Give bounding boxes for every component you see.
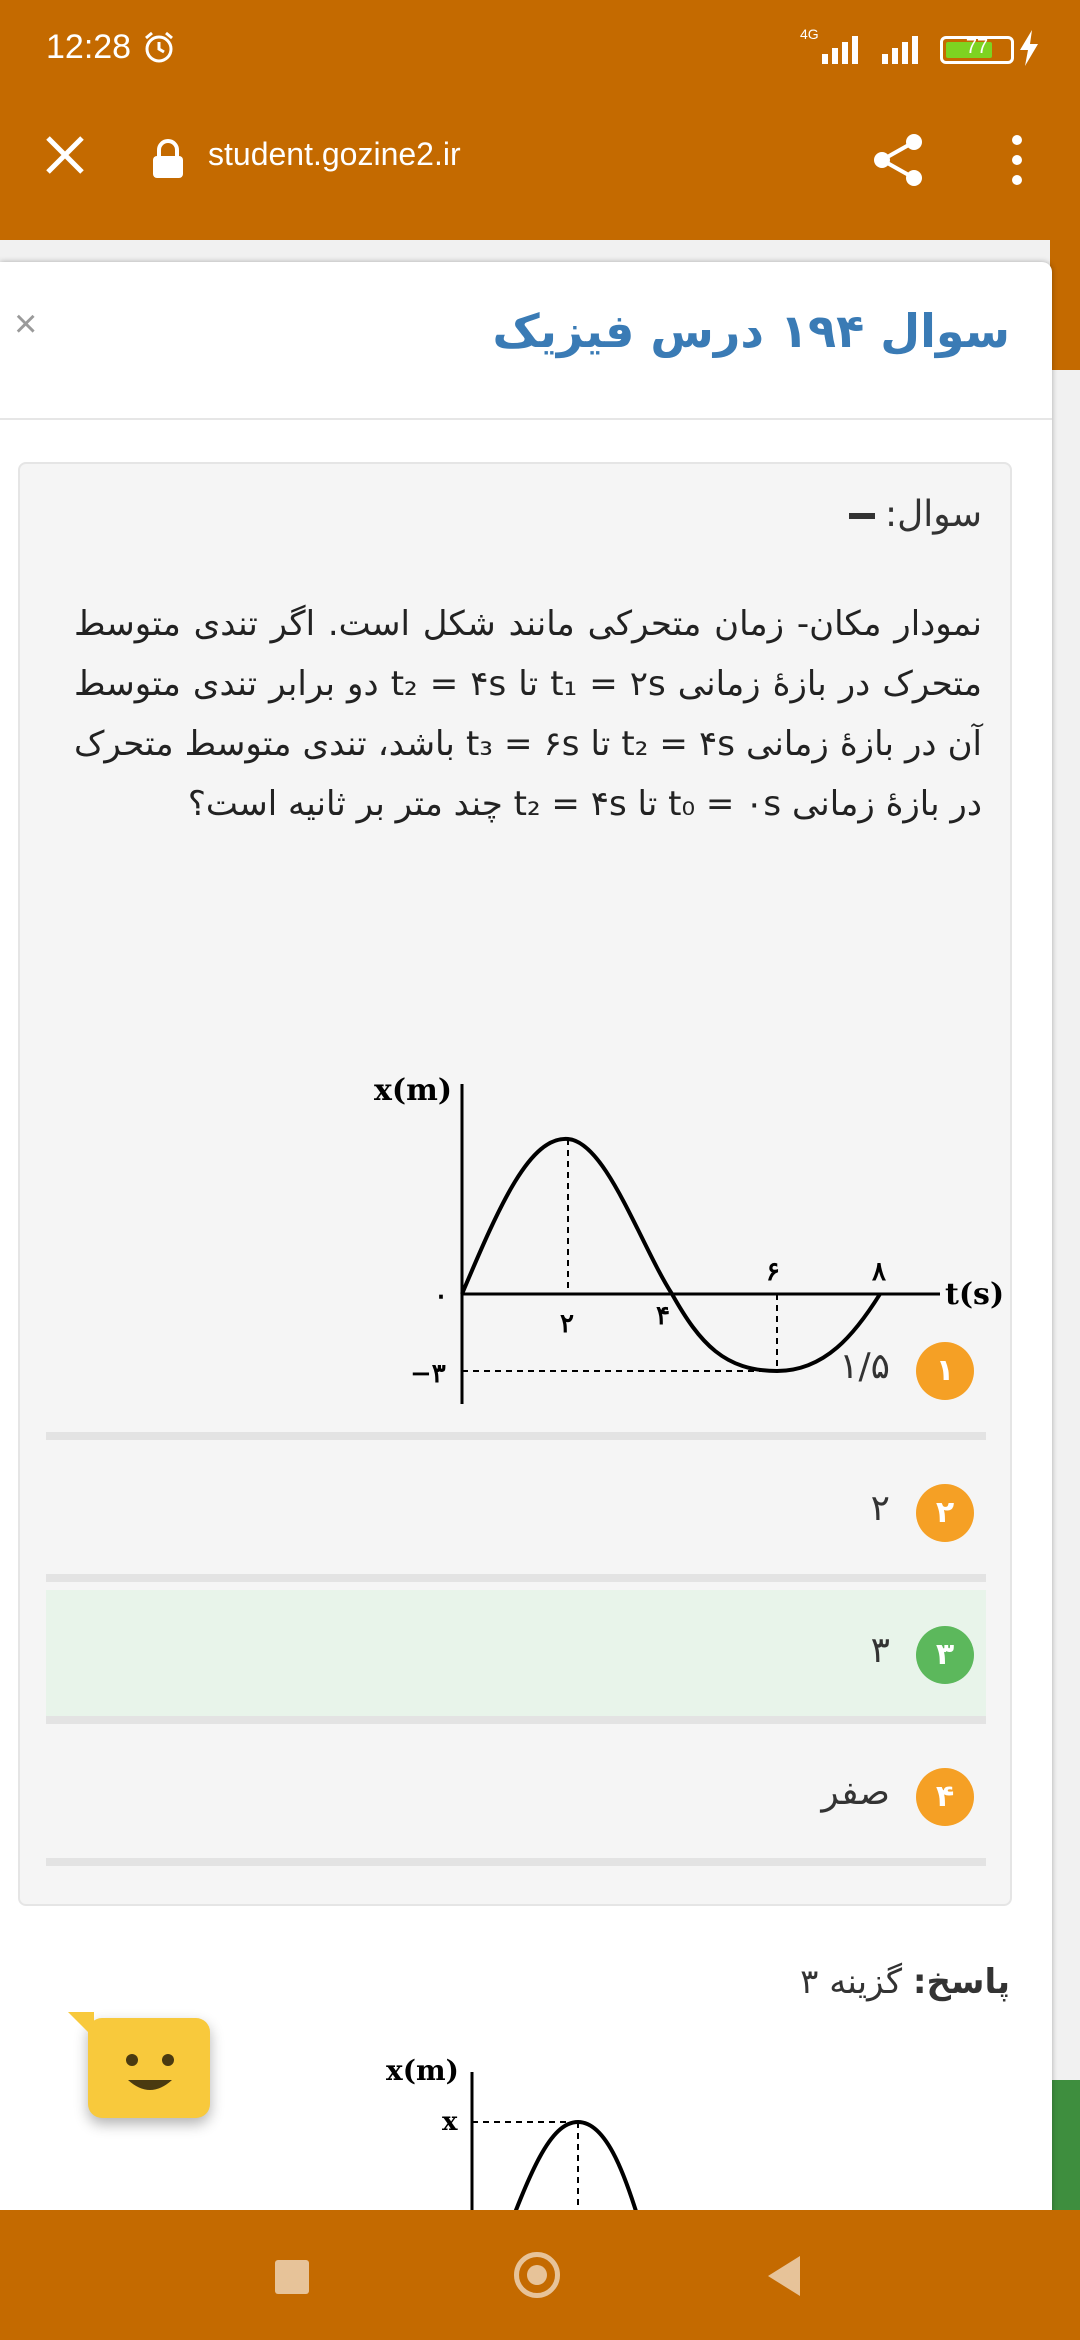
modal-close-button[interactable]: × — [14, 302, 38, 346]
more-menu-icon[interactable] — [1000, 130, 1034, 190]
alarm-icon — [142, 30, 176, 64]
option-3-correct[interactable] — [46, 1590, 986, 1724]
modal-title: سوال ۱۹۴ درس فیزیک — [492, 304, 1010, 358]
share-icon[interactable] — [866, 128, 930, 192]
option-divider — [46, 1574, 986, 1582]
feedback-smiley-button[interactable] — [88, 2018, 210, 2118]
option-4-badge: ۴ — [916, 1768, 974, 1826]
option-4-text: صفر — [821, 1772, 890, 1813]
question-text: نمودار مکان- زمان متحرکی مانند شکل است. اگر تندی متوسط متحرک در بازهٔ زمانی t₁ = ۲s تا t₂ = ۴s دو برابر تندی متوسط آن در بازهٔ زمانی t₂ = ۴s تا t₃ = ۶s باشد، تندی متوسط متحرک در بازهٔ زمانی t₀ = ۰s تا t₂ = ۴s چند متر بر ثانیه است؟ — [74, 604, 983, 824]
option-3-badge: ۳ — [916, 1626, 974, 1684]
lock-icon — [150, 138, 186, 180]
question-modal — [0, 262, 1052, 2242]
question-box — [18, 462, 1012, 1906]
option-4[interactable] — [46, 1732, 986, 1866]
browser-toolbar — [0, 100, 1080, 240]
answer-y-axis-label: x(m) — [386, 2054, 459, 2087]
y-axis-label: x(m) — [374, 1073, 453, 1108]
smiley-icon — [88, 2018, 210, 2118]
status-time: 12:28 — [46, 28, 132, 66]
y-tick-neg3-label: −۳ — [410, 1359, 446, 1389]
url-text[interactable]: student.gozine2.ir — [208, 136, 461, 172]
tick-2-label: ۲ — [560, 1309, 574, 1339]
tick-4-label: ۴ — [656, 1301, 670, 1331]
battery-icon — [940, 36, 1014, 64]
origin-label: ۰ — [434, 1281, 448, 1311]
option-divider — [46, 1858, 986, 1866]
page-edge-orange — [1050, 240, 1080, 370]
option-2-badge: ۲ — [916, 1484, 974, 1542]
tick-6-label: ۶ — [766, 1257, 780, 1287]
battery-percent: 77 — [965, 36, 989, 58]
option-divider — [46, 1716, 986, 1724]
charging-icon — [1018, 30, 1040, 66]
answer-y-tick: x — [442, 2107, 458, 2137]
option-2-text: ۲ — [870, 1488, 890, 1529]
answer-value: گزینه ۳ — [800, 1962, 903, 2002]
question-heading: سوال: — [849, 494, 982, 535]
back-button-icon[interactable] — [764, 2254, 804, 2298]
home-button[interactable] — [514, 2252, 560, 2298]
signal-icon — [802, 28, 932, 68]
option-2[interactable] — [46, 1448, 986, 1582]
title-divider — [0, 418, 1052, 420]
answer-line — [800, 1962, 1010, 2002]
close-tab-icon[interactable] — [40, 130, 90, 180]
system-nav-bar — [0, 2210, 1080, 2340]
answer-label: پاسخ: — [912, 1962, 1010, 2002]
option-1-badge: ۱ — [916, 1342, 974, 1400]
option-1[interactable] — [46, 1306, 986, 1440]
x-axis-label: t(s) — [945, 1277, 1005, 1312]
option-3-text: ۳ — [870, 1630, 890, 1671]
status-bar — [0, 0, 1080, 100]
network-type: 4G — [800, 26, 819, 42]
tick-8-label: ۸ — [872, 1257, 886, 1287]
option-divider — [46, 1432, 986, 1440]
option-1-text: ۱/۵ — [839, 1346, 890, 1387]
recent-apps-button[interactable] — [275, 2260, 309, 2294]
